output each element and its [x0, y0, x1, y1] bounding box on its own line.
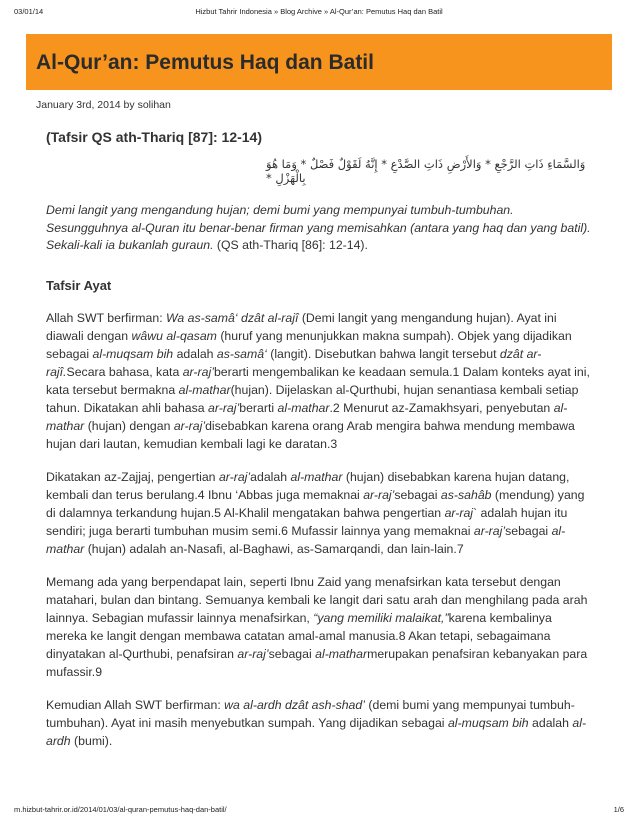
verse-translation	[46, 202, 594, 255]
post-content	[46, 128, 594, 750]
text-run: sebagai	[268, 646, 316, 661]
text-run: (demi bumi yang mempunyai tumbuh-tumbuhan). Ayat ini masih menyebutkan sumpah. Yang dijadikan sebagai	[46, 697, 575, 730]
italic-term: dzât ar-rajî.	[46, 346, 542, 379]
italic-term: ar-raj’	[237, 646, 269, 661]
text-run: disebabkan karena orang Arab mengira bahwa mendung membawa hujan dari lautan, kemudian kembali lagi ke daratan.3	[46, 418, 575, 451]
italic-term: ar-raj’	[218, 469, 251, 484]
italic-term: ar-raj’	[363, 487, 395, 502]
text-run: (hujan). Dijelaskan al-Qurthubi, hujan senantiasa kembali setiap tahun. Dikatakan ahli bahasa	[46, 382, 579, 415]
italic-term: ar-raj’	[173, 418, 206, 433]
text-run: (bumi).	[70, 733, 113, 748]
italic-term: ar-raj’	[182, 364, 214, 379]
text-run: adalah	[528, 715, 573, 730]
italic-term: as-samâ‘	[216, 346, 267, 361]
text-run: adalah	[173, 346, 217, 361]
italic-term: al-muqsam bih	[447, 715, 529, 730]
italic-term: ar-raj’	[208, 400, 240, 415]
italic-term: al-ardh	[46, 715, 587, 748]
text-run: .2 Menurut az-Zamakhsyari, penyebutan	[329, 400, 554, 415]
text-run: berarti mengembalikan ke keadaan semula.1 Dalam konteks ayat ini, kata tersebut bermakna	[46, 364, 590, 397]
print-footer	[14, 805, 624, 817]
italic-term: “yang memiliki malaikat,”	[313, 610, 449, 625]
text-run: Memang ada yang berpendapat lain, seperti Ibnu Zaid yang menafsirkan kata tersebut dengan matahari, bulan dan bintang. Semuanya kembali ke langit dari satu arah dan menghilang pada arah lainnya. Sebagian mufassir lainnya menafsirkan,	[46, 574, 588, 625]
text-run: Allah SWT berfirman:	[46, 310, 167, 325]
translation-text: Demi langit yang mengandung hujan; demi bumi yang mempunyai tumbuh-tumbuhan. Sesungguhnya al-Quran itu benar-benar firman yang memisahkan (antara yang haq dan yang batil). Sekali-kali ia bukanlah guraun.	[46, 203, 591, 252]
paragraph-2	[46, 468, 594, 558]
italic-term: Wa as-samâ‘ dzât al-rajî	[166, 310, 299, 325]
text-run: Dikatakan az-Zajjaj, pengertian	[46, 469, 219, 484]
post-title[interactable]: Al-Qur’an: Pemutus Haq dan Batil	[36, 51, 374, 74]
post-title-banner	[26, 34, 612, 90]
page-url: m.hizbut-tahrir.or.id/2014/01/03/al-quran-pemutus-haq-dan-batil/	[14, 805, 227, 814]
italic-term: al-muqsam bih	[92, 346, 174, 361]
italic-term: al-mathar	[46, 523, 566, 556]
section-title: Tafsir Ayat	[46, 277, 112, 293]
print-date: 03/01/14	[14, 7, 44, 16]
text-run: (hujan) adalah an-Nasafi, al-Baghawi, as-Samarqandi, dan lain-lain.7	[84, 541, 464, 556]
text-run: (Demi langit yang mengandung hujan). Ayat ini diawali dengan	[46, 310, 557, 343]
text-run: Kemudian Allah SWT berfirman:	[46, 697, 225, 712]
tafsir-heading: (Tafsir QS ath-Thariq [87]: 12-14)	[46, 129, 263, 145]
italic-term: wa al-ardh dzât ash-shad’	[224, 697, 365, 712]
italic-term: ar-raj’	[473, 523, 506, 538]
text-run: (huruf yang menunjukkan makna sumpah). Objek yang dijadikan sebagai	[46, 328, 572, 361]
print-header	[14, 7, 624, 19]
text-run: sebagai	[505, 523, 552, 538]
post-meta: January 3rd, 2014 by solihan	[36, 99, 171, 111]
text-run: Secara bahasa, kata	[66, 364, 183, 379]
italic-term: as-sahâb	[440, 487, 492, 502]
text-run: sebagai	[394, 487, 441, 502]
text-run: (hujan) dengan	[84, 418, 174, 433]
text-run: (mendung) yang di dalamnya terkandung hujan.5 Al-Khalil mengatakan bahwa pengertian	[46, 487, 585, 520]
paragraph-1	[46, 309, 594, 453]
paragraph-3	[46, 573, 594, 681]
text-run: berarti	[239, 400, 278, 415]
italic-term: ar-raj`	[444, 505, 478, 520]
italic-term: al-mathar	[290, 469, 343, 484]
arabic-verse: وَالسَّمَاءِ ذَاتِ الرَّجْعِ * وَالأَرْضِ ذَاتِ الصَّدْعِ * إِنَّهُ لَقَوْلٌ فَصْلٌ * وَمَا هُوَ بِالْهَزْلِ *	[266, 157, 586, 185]
translation-reference: (QS ath-Thariq [86]: 12-14).	[213, 238, 368, 252]
paragraph-4	[46, 696, 594, 750]
text-run: (langit). Disebutkan bahwa langit tersebut	[266, 346, 500, 361]
italic-term: al-mathar	[315, 646, 368, 661]
text-run: (hujan) disebabkan karena hujan datang, kembali dan terus berulang.4 Ibnu ‘Abbas juga memaknai	[46, 469, 570, 502]
italic-term: wâwu al-qasam	[131, 328, 217, 343]
italic-term: al-mathar	[178, 382, 231, 397]
italic-term: al-mathar	[46, 400, 568, 433]
page-number: 1/6	[613, 805, 624, 814]
print-page-title: Hizbut Tahrir Indonesia » Blog Archive » Al-Qur’an: Pemutus Haq dan Batil	[195, 7, 443, 16]
italic-term: al-mathar	[277, 400, 330, 415]
text-run: adalah hujan itu sendiri; juga berarti tumbuhan musim semi.6 Mufassir lainnya yang memaknai	[46, 505, 568, 538]
text-run: merupakan penafsiran kebanyakan para mufassir.9	[46, 646, 588, 679]
text-run: karena kembalinya mereka ke langit dengan membawa catatan amal-amal manusia.8 Akan tetapi, sebagaimana dinyatakan al-Qurthubi, penafsiran	[46, 610, 552, 661]
text-run: adalah	[250, 469, 291, 484]
